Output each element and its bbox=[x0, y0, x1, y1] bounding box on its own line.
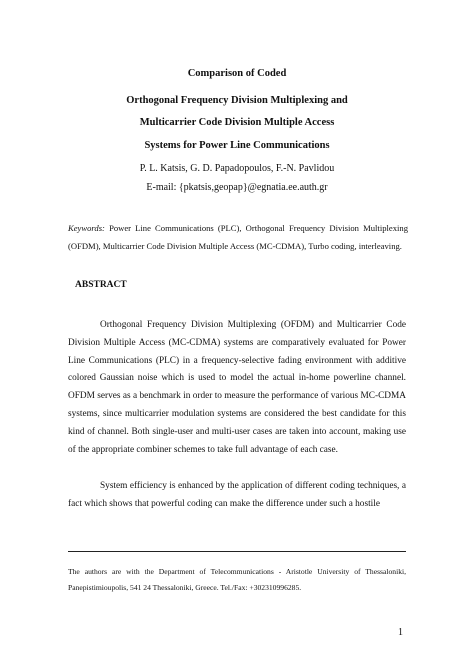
author-footnote: The authors are with the Department of Telecommunications - Aristotle University of Thessaloniki, Panepistimioupolis, 541 24 Thessaloniki, Greece. Tel./Fax: +302310996285. bbox=[68, 567, 406, 592]
keywords-text: Power Line Communications (PLC), Orthogonal Frequency Division Multiplexing (OFDM), Multicarrier Code Division Multiple Access (MC-CDMA), Turbo coding, interleaving. bbox=[68, 223, 408, 251]
footnote-divider bbox=[68, 551, 406, 552]
author-list: P. L. Katsis, G. D. Papadopoulos, F.-N. Pavlidou bbox=[139, 163, 335, 174]
author-email: E-mail: {pkatsis,geopap}@egnatia.ee.auth.gr bbox=[146, 182, 328, 193]
title-line-1: Comparison of Coded bbox=[187, 68, 287, 79]
title-line-4: Systems for Power Line Communications bbox=[144, 140, 330, 151]
keywords-label: Keywords: bbox=[68, 223, 105, 233]
keywords-block bbox=[68, 219, 408, 255]
title-line-2: Orthogonal Frequency Division Multiplexing and bbox=[126, 95, 348, 106]
page-number: 1 bbox=[398, 627, 403, 638]
abstract-paragraph-2: System efficiency is enhanced by the application of different coding techniques, a fact which shows that powerful coding can make the difference under such a hostile bbox=[68, 481, 406, 509]
title-line-3: Multicarrier Code Division Multiple Access bbox=[139, 117, 335, 128]
abstract-heading: ABSTRACT bbox=[75, 280, 127, 290]
abstract-paragraph-1: Orthogonal Frequency Division Multiplexing (OFDM) and Multicarrier Code Division Multiple Access (MC-CDMA) systems are comparatively evaluated for Power Line Communications (PLC) in a frequency-selective fading environment with additive colored Gaussian noise which is used to model the actual in-home powerline channel. OFDM serves as a benchmark in order to measure the performance of various MC-CDMA systems, since multicarrier modulation systems are considered the best candidate for this kind of channel. Both single-user and multi-user cases are taken into account, making use of the appropriate combiner schemes to take full advantage of each case. bbox=[68, 320, 406, 455]
